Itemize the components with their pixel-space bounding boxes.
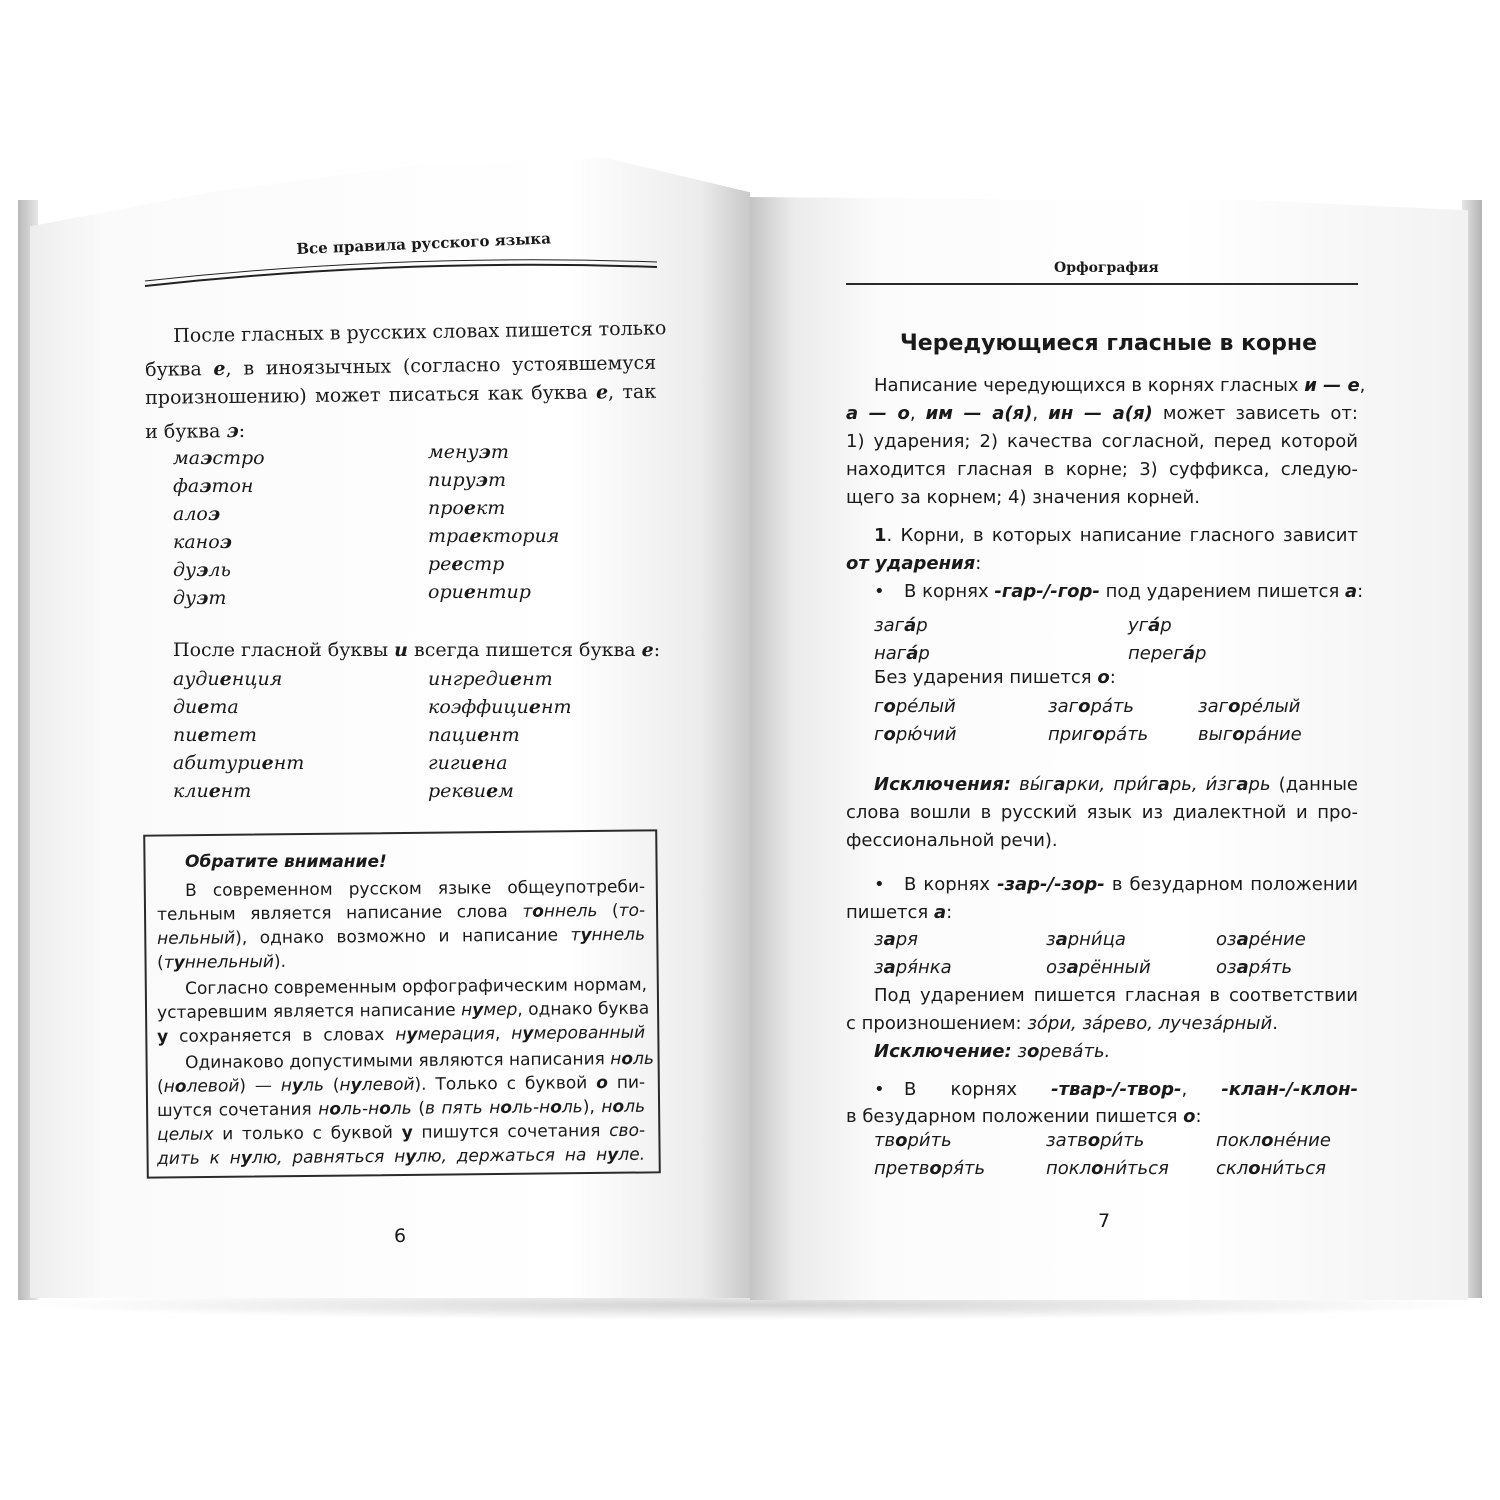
list-item: озарённый bbox=[1046, 957, 1151, 978]
list-item: озаря́ть bbox=[1216, 957, 1293, 978]
list-item: склони́ться bbox=[1216, 1158, 1326, 1179]
list-item: менуэт bbox=[428, 441, 509, 463]
list-item: диета bbox=[173, 696, 239, 718]
list-item: ориентир bbox=[428, 581, 531, 603]
list-item: выгора́ние bbox=[1198, 724, 1302, 745]
left-running-head: Все правила русского языка bbox=[296, 229, 552, 258]
right-header-rule bbox=[846, 283, 1358, 285]
list-item: пиетет bbox=[173, 724, 257, 746]
list-item: уга́р bbox=[1128, 615, 1172, 636]
list-item: горе́лый bbox=[874, 696, 956, 717]
list-item: траектория bbox=[428, 525, 560, 547]
open-book: Все правила русского языка После гласных в русских словах пишется только буква е, в иноязычных (согласно устоявшемуся произношению) может писаться как буква е, так и буква э: маэстро фаэтон алоэ каноэ дуэль дуэт менуэт пируэт проект траектория реестр ориентир После гласной буквы и всегда пишется буква е: аудиенция диета пиетет абитуриент клиент ингредиент коэффициент пациент гигиена реквием Обратите внимание! В современном русском языке общеупотреби- тельным является написание слова тоннель (то- нельный), однако возможно и написание туннель (туннельный). Согласно современным орфографическим нормам, устаревшим является написание нумер, однако буква у сохраняется в словах нумерация, нумерованный Одинаково допустимыми являются написания ноль (нолевой) — нуль (нулевой). Только с буквой о пи- шутся сочетания ноль-ноль (в пять ноль-ноль), ноль целых и только с буквой у пишутся сочетания сво- дить к нулю, равняться нулю, держаться на нуле. 6 Орфография Чередующиеся гласные в корне Написание чередующихся в корнях гласных и — е а — о, им — а(я), ин — а(я) может зависеть от: 1) ударения; 2) качества согласной, перед которой находится гласная в корне; 3) суффикса, следую- щего за корнем; 4) значения корней. 1. Корни, в которых написание гласного зависит от ударения: • В корнях -гар-/-гор- под ударением пишется а: зага́р нага́р уга́р перега́р Без ударения пишется о: горе́лый горю́чий загора́ть пригора́ть загоре́лый выгора́ние Исключения: вы́гарки, при́гарь, и́згарь (данные слова вошли в русский язык из диалектной и про- фессиональной речи). • В корнях -зар-/-зор- в безударном положении пишется а: заря заря́нка зарни́ца озарённый озаре́ние озаря́ть Под ударением пишется гласная в соответствии с произношением: зо́ри, за́рево, лучеза́рный. Исключение: зорева́ть. • В корнях -твар-/-твор-, -клан-/-клон- в безударном положении пишется о: твори́ть претворя́ть затвори́ть поклони́ться поклоне́ние склони́ться 7 bbox=[0, 0, 1500, 1500]
right-running-head: Орфография bbox=[1054, 260, 1159, 276]
list-item: дуэль bbox=[173, 559, 231, 581]
list-item: каноэ bbox=[173, 531, 232, 553]
list-item: гигиена bbox=[428, 752, 508, 774]
left-page-number: 6 bbox=[394, 1225, 407, 1247]
list-item: зарни́ца bbox=[1046, 929, 1126, 950]
list-item: горю́чий bbox=[874, 724, 957, 745]
list-item: алоэ bbox=[173, 503, 221, 525]
list-item: загора́ть bbox=[1048, 696, 1134, 717]
list-item: заря bbox=[874, 929, 918, 950]
right-page-number: 7 bbox=[1098, 1210, 1111, 1232]
note-title: Обратите внимание! bbox=[185, 852, 387, 872]
list-item: загоре́лый bbox=[1198, 696, 1301, 717]
list-item: пациент bbox=[428, 724, 520, 746]
list-item: коэффициент bbox=[428, 696, 572, 718]
list-item: маэстро bbox=[173, 447, 265, 469]
list-item: фаэтон bbox=[173, 475, 254, 497]
list-item: перега́р bbox=[1128, 643, 1207, 664]
list-item: абитуриент bbox=[173, 752, 305, 774]
section-title: Чередующиеся гласные в корне bbox=[900, 331, 1318, 356]
list-item: дуэт bbox=[173, 587, 227, 609]
list-item: озаре́ние bbox=[1216, 929, 1306, 950]
list-item: ингредиент bbox=[428, 668, 553, 690]
list-item: нага́р bbox=[874, 643, 930, 664]
list-item: затвори́ть bbox=[1046, 1130, 1145, 1151]
list-item: заря́нка bbox=[874, 957, 952, 978]
list-item: зага́р bbox=[874, 615, 928, 636]
list-item: проект bbox=[428, 497, 506, 519]
list-item: твори́ть bbox=[874, 1130, 952, 1151]
list-item: аудиенция bbox=[173, 668, 283, 690]
list-item: пируэт bbox=[428, 469, 506, 491]
list-item: клиент bbox=[173, 780, 252, 802]
list-item: реестр bbox=[428, 553, 505, 575]
list-item: претворя́ть bbox=[874, 1158, 986, 1179]
left-paragraph-2: После гласной буквы и всегда пишется буква е: bbox=[173, 639, 661, 661]
list-item: поклони́ться bbox=[1046, 1158, 1169, 1179]
list-item: реквием bbox=[428, 780, 514, 802]
list-item: пригора́ть bbox=[1048, 724, 1149, 745]
list-item: поклоне́ние bbox=[1216, 1130, 1331, 1151]
